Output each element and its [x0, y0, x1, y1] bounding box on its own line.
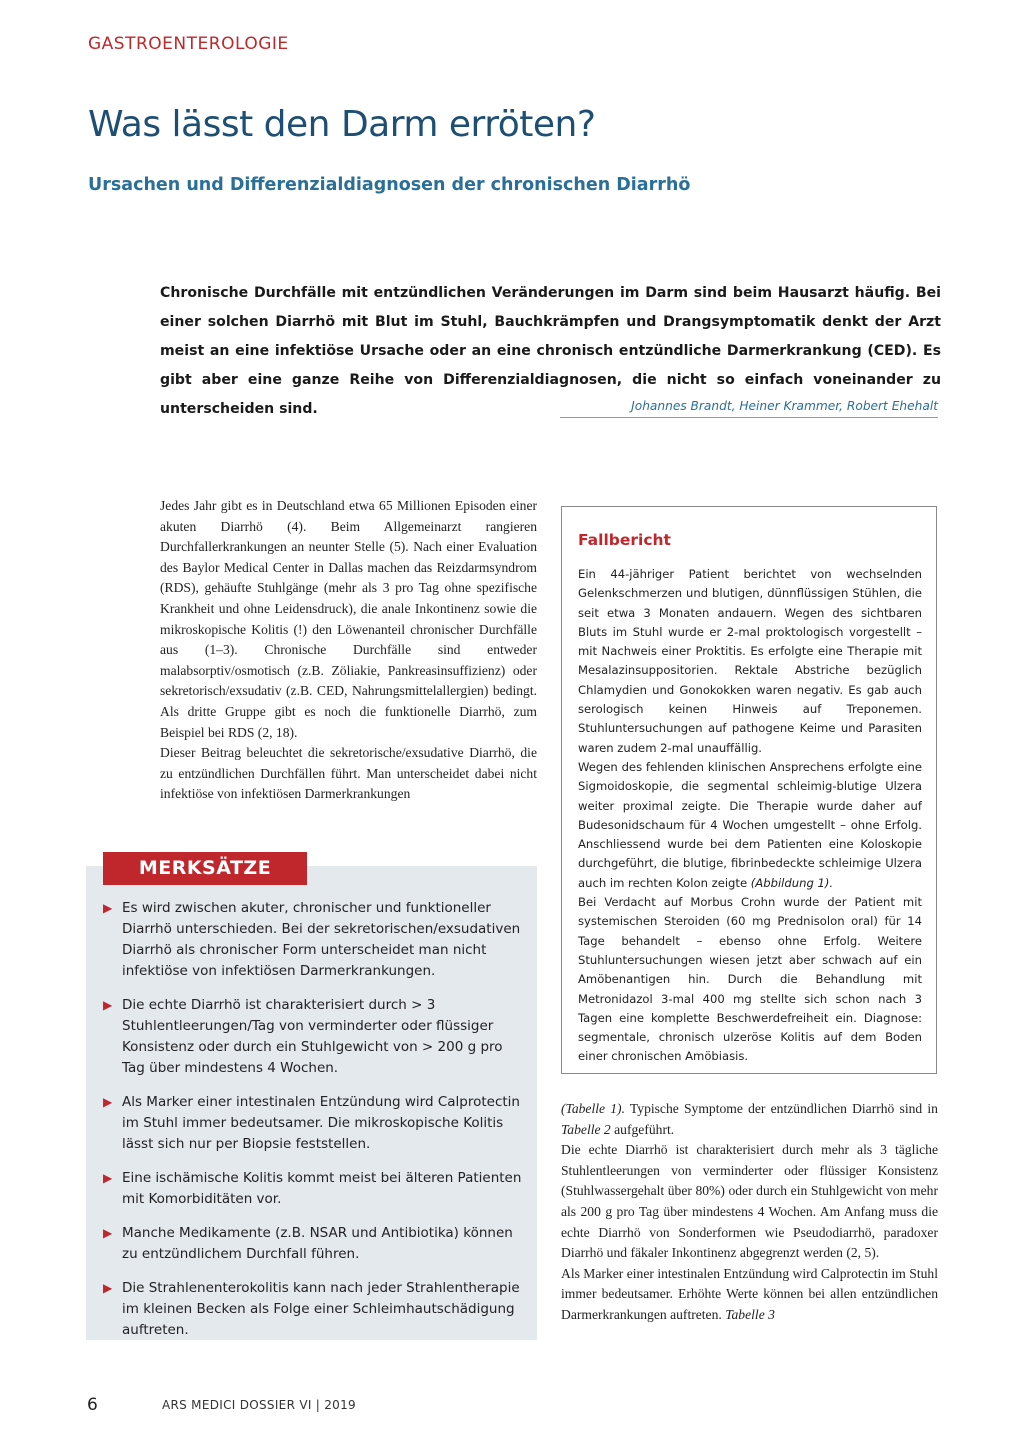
lead-paragraph: Chronische Durchfälle mit entzündlichen Veränderungen im Darm sind beim Hausarzt häufig. Bei einer solchen Diarrhö mit Blut im Stuhl, Bauchkrämpfen und Drangsymptomatik denkt der Arzt meist an eine infektiöse Ursache oder an eine chronisch entzündliche Darmerkrankung (CED). Es gibt aber eine ganze Reihe von Differenzialdiagnosen, die nicht so einfach voneinander zu unterscheiden sind.: [160, 285, 941, 417]
key-points-list: [103, 898, 523, 1354]
body-paragraph: [561, 1099, 938, 1140]
key-point-text: Die Strahlenenterokolitis kann nach jeder Strahlentherapie im kleinen Becken als Folge einer Schleimhautschädigung auftreten.: [122, 1280, 520, 1338]
table-reference: (Tabelle 1).: [561, 1101, 625, 1116]
article-title: Was lässt den Darm erröten?: [88, 104, 596, 145]
case-report-text: Wegen des fehlenden klinischen Ansprechens erfolgte eine Sigmoidoskopie, die segmental schleimig-blutige Ulzera weiter proximal zeigte. Die Therapie wurde daher auf Budesonidschaum für 4 Wochen umgestellt – ohne Erfolg. Anschliessend wurde bei dem Patienten eine Koloskopie durchgeführt, die blutige, fibrinbedeckte schleimige Ulzera auch im rechten Kolon zeigte: [578, 759, 922, 890]
page-number: 6: [87, 1395, 98, 1415]
case-report-title: Fallbericht: [578, 531, 671, 549]
body-text: Typische Symptome der entzündlichen Diarrhö sind in: [624, 1101, 938, 1116]
key-point-item: [103, 1223, 523, 1265]
table-reference: Tabelle 3: [725, 1306, 775, 1322]
key-point-item: [103, 898, 523, 982]
right-triangle-icon: ▶: [103, 1171, 113, 1185]
right-triangle-icon: ▶: [103, 901, 113, 915]
section-label: GASTROENTEROLOGIE: [88, 34, 289, 54]
body-column-right: [561, 1099, 938, 1326]
figure-reference: (Abbildung 1).: [750, 875, 834, 890]
key-point-item: [103, 995, 523, 1079]
journal-footer: ARS MEDICI DOSSIER VI | 2019: [162, 1398, 356, 1412]
key-point-text: Manche Medikamente (z.B. NSAR und Antibiotika) können zu entzündlichem Durchfall führen.: [122, 1225, 513, 1262]
key-points-title: MERKSÄTZE: [103, 852, 307, 885]
key-point-item: [103, 1092, 523, 1155]
case-report-paragraph: Bei Verdacht auf Morbus Crohn wurde der Patient mit systemischen Steroiden (60 mg Prednisolon oral) für 14 Tage behandelt – ebenso ohne Erfolg. Weitere Stuhluntersuchungen wiesen jetzt aber schwach auf ein Amöbenantigen hin. Durch die Behandlung mit Metronidazol 3-mal 400 mg stellte sich schon nach 3 Tagen eine komplette Beschwerdefreiheit ein. Diagnose: segmentale, chronisch ulzeröse Kolitis auf dem Boden einer chronischen Amöbiasis.: [578, 895, 922, 1064]
key-point-item: [103, 1278, 523, 1341]
right-triangle-icon: ▶: [103, 1281, 113, 1295]
body-paragraph: Jedes Jahr gibt es in Deutschland etwa 65 Millionen Episoden einer akuten Diarrhö (4). Beim Allgemeinarzt rangieren Durchfallerkrankungen an neunter Stelle (5). Nach einer Evaluation des Baylor Medical Center in Dallas machen das Reizdarmsyndrom (RDS), gehäufte Stuhlgänge (mehr als 3 pro Tag ohne spezifische Krankheit und ohne Leidensdruck), die anale Inkontinenz sowie die mikroskopische Kolitis (!) den Löwenanteil chronischer Durchfälle aus (1–3). Chronische Durchfälle sind entweder malabsorptiv/osmotisch (z.B. Zöliakie, Pankreasinsuffizienz) oder sekretorisch/exsudativ (z.B. CED, Nahrungsmittelallergien) bedingt. Als dritte Gruppe gibt es noch die funktionelle Diarrhö, zum Beispiel bei RDS (2, 18).: [160, 498, 537, 740]
key-point-text: Als Marker einer intestinalen Entzündung wird Calprotectin im Stuhl immer bedeutsamer. Die mikroskopische Kolitis lässt sich nur per Biopsie feststellen.: [122, 1094, 520, 1152]
right-triangle-icon: ▶: [103, 1226, 113, 1240]
key-point-text: Die echte Diarrhö ist charakterisiert durch > 3 Stuhlentleerungen/Tag von verminderter oder flüssiger Konsistenz oder durch ein Stuhlgewicht von > 200 g pro Tag über mindestens 4 Wochen.: [122, 997, 503, 1076]
key-point-text: Eine ischämische Kolitis kommt meist bei älteren Patienten mit Komorbiditäten vor.: [122, 1170, 522, 1207]
right-triangle-icon: ▶: [103, 1095, 113, 1109]
body-column-left: [160, 496, 537, 805]
table-reference: Tabelle 2: [561, 1121, 611, 1137]
case-report-paragraph: [578, 758, 922, 893]
case-report-box: [561, 506, 937, 1074]
article-subtitle: Ursachen und Differenzialdiagnosen der chronischen Diarrhö: [88, 175, 691, 195]
body-text: aufgeführt.: [610, 1121, 675, 1137]
key-point-item: [103, 1168, 523, 1210]
key-point-text: Es wird zwischen akuter, chronischer und funktioneller Diarrhö unterschieden. Bei der sekretorischen/exsudativen Diarrhö als chronischer Form unterscheidet man nicht infektiöse von infektiösen Darmerkrankungen.: [122, 900, 521, 979]
right-triangle-icon: ▶: [103, 998, 113, 1012]
author-line: Johannes Brandt, Heiner Krammer, Robert Ehehalt: [560, 399, 938, 418]
body-text: Als Marker einer intestinalen Entzündung wird Calprotectin im Stuhl immer bedeutsamer. Erhöhte Werte können bei allen entzündlichen Darmerkrankungen auftreten.: [561, 1265, 938, 1322]
body-paragraph: Die echte Diarrhö ist charakterisiert durch mehr als 3 tägliche Stuhlentleerungen von verminderter oder flüssiger Konsistenz (Stuhlwassergehalt über 80%) oder durch ein Stuhlgewicht von mehr als 200 g pro Tag über mindestens 4 Wochen. Am Anfang muss die echte Diarrhö von Sonderformen wie Pseudodiarrhö, paradoxer Diarrhö und fäkaler Inkontinenz abgegrenzt werden (2, 5).: [561, 1142, 938, 1261]
body-paragraph: Dieser Beitrag beleuchtet die sekretorische/exsudative Diarrhö, die zu entzündlichen Durchfällen führt. Man unterscheidet dabei nicht infektiöse von infektiösen Darmerkrankungen: [160, 745, 537, 802]
body-paragraph: [561, 1264, 938, 1326]
case-report-paragraph: Ein 44-jähriger Patient berichtet von wechselnden Gelenkschmerzen und blutigen, dünnflüssigen Stühlen, die seit etwa 3 Monaten andauern. Wegen des sichtbaren Bluts im Stuhl wurde er 2-mal proktologisch vorgestellt – mit Nachweis einer Proktitis. Es erfolgte eine Therapie mit Mesalazinsuppositorien. Rektale Abstriche bezüglich Chlamydien und Gonokokken waren negativ. Es gab auch serologisch keinen Hinweis auf Treponemen. Stuhluntersuchungen auf pathogene Keime und Parasiten waren zudem 2-mal unauffällig.: [578, 567, 922, 755]
